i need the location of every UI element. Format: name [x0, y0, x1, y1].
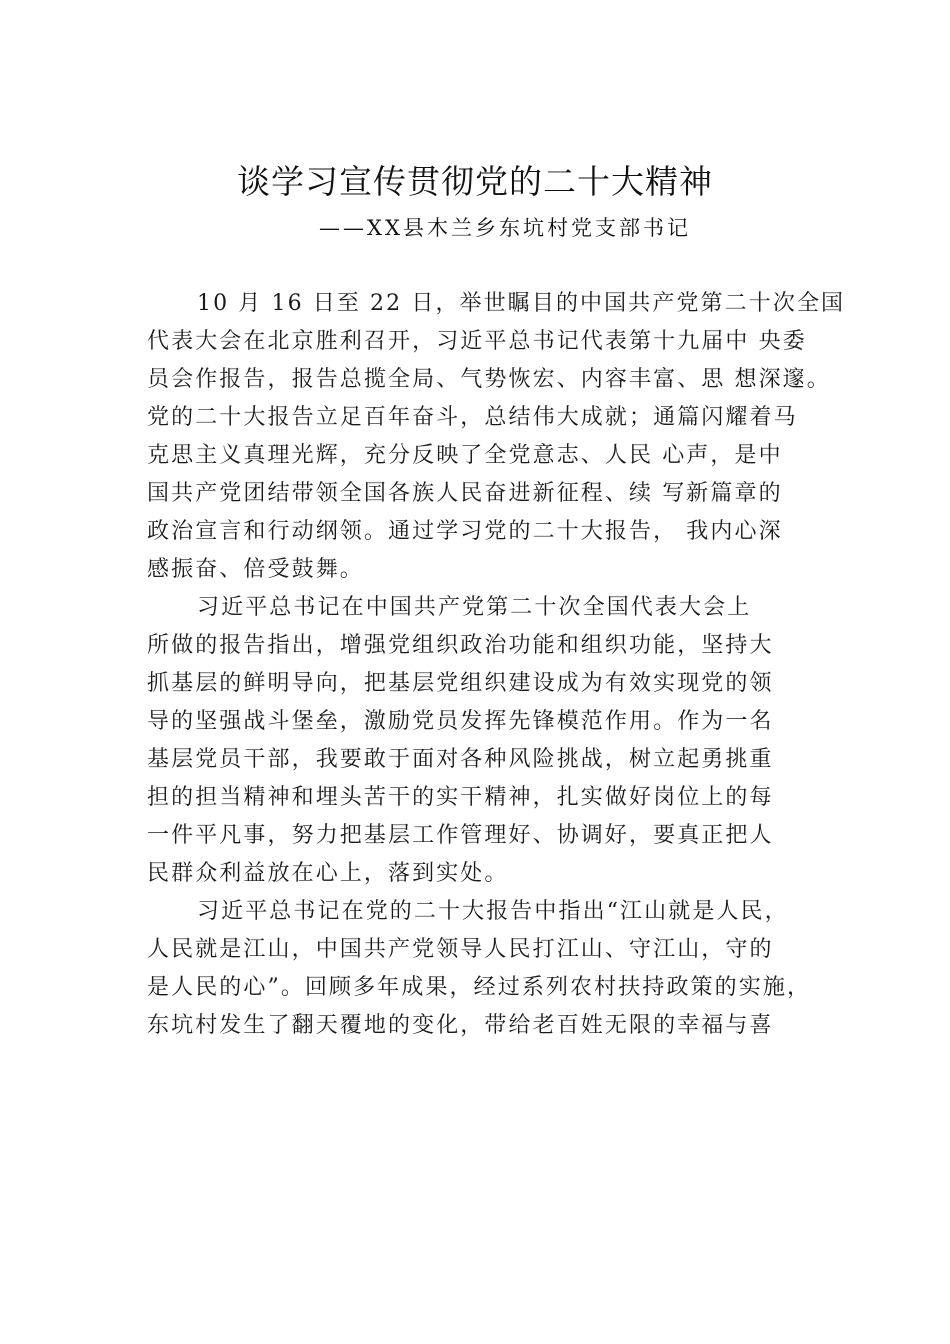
paragraph-line: 一件平凡事，努力把基层工作管理好、协调好，要真正把人 [147, 823, 774, 848]
paragraph-line: 政治宣言和行动纲领。通过学习党的二十大报告， 我内心深 [147, 519, 783, 544]
paragraph-line: 克思主义真理光辉，充分反映了全党意志、人民 心声，是中 [147, 443, 783, 468]
document-title: 谈学习宣传贯彻党的二十大精神 [237, 162, 713, 201]
paragraph-line: 是人民的心”。回顾多年成果，经过系列农村扶持政策的实施， [147, 975, 812, 1000]
paragraph-line: 基层党员干部，我要敢于面对各种风险挑战，树立起勇挑重 [147, 747, 774, 772]
paragraph-1 [147, 285, 846, 589]
paragraph-line: 习近平总书记在中国共产党第二十次全国代表大会上 [197, 595, 752, 620]
paragraph-2 [147, 589, 822, 893]
paragraph-line: 习近平总书记在党的二十大报告中指出“江山就是人民， [197, 899, 789, 924]
paragraph-line: 员会作报告，报告总揽全局、气势恢宏、内容丰富、思 想深邃。 [147, 367, 831, 392]
paragraph-line: 东坑村发生了翻天覆地的变化，带给老百姓无限的幸福与喜 [147, 1013, 774, 1038]
paragraph-line: 导的坚强战斗堡垒，激励党员发挥先锋模范作用。作为一名 [147, 709, 774, 734]
document-body [147, 285, 846, 1045]
paragraph-line: 所做的报告指出，增强党组织政治功能和组织功能，坚持大 [147, 633, 774, 658]
paragraph-line: 国共产党团结带领全国各族人民奋进新征程、续 写新篇章的 [147, 481, 783, 506]
paragraph-line: 10 月 16 日至 22 日，举世瞩目的中国共产党第二十次全国 [197, 291, 846, 316]
paragraph-3 [147, 893, 822, 1045]
paragraph-line: 民群众利益放在心上，落到实处。 [147, 861, 509, 886]
paragraph-line: 代表大会在北京胜利召开，习近平总书记代表第十九届中 央委 [147, 329, 807, 354]
paragraph-line: 担的担当精神和埋头苦干的实干精神，扎实做好岗位上的每 [147, 785, 774, 810]
paragraph-line: 人民就是江山，中国共产党领导人民打江山、守江山，守的 [147, 937, 774, 962]
paragraph-line: 党的二十大报告立足百年奋斗，总结伟大成就；通篇闪耀着马 [147, 405, 798, 430]
document-subtitle: ——XX县木兰乡东坑村党支部书记 [319, 216, 691, 240]
paragraph-line: 抓基层的鲜明导向，把基层党组织建设成为有效实现党的领 [147, 671, 774, 696]
paragraph-line: 感振奋、倍受鼓舞。 [147, 557, 364, 582]
